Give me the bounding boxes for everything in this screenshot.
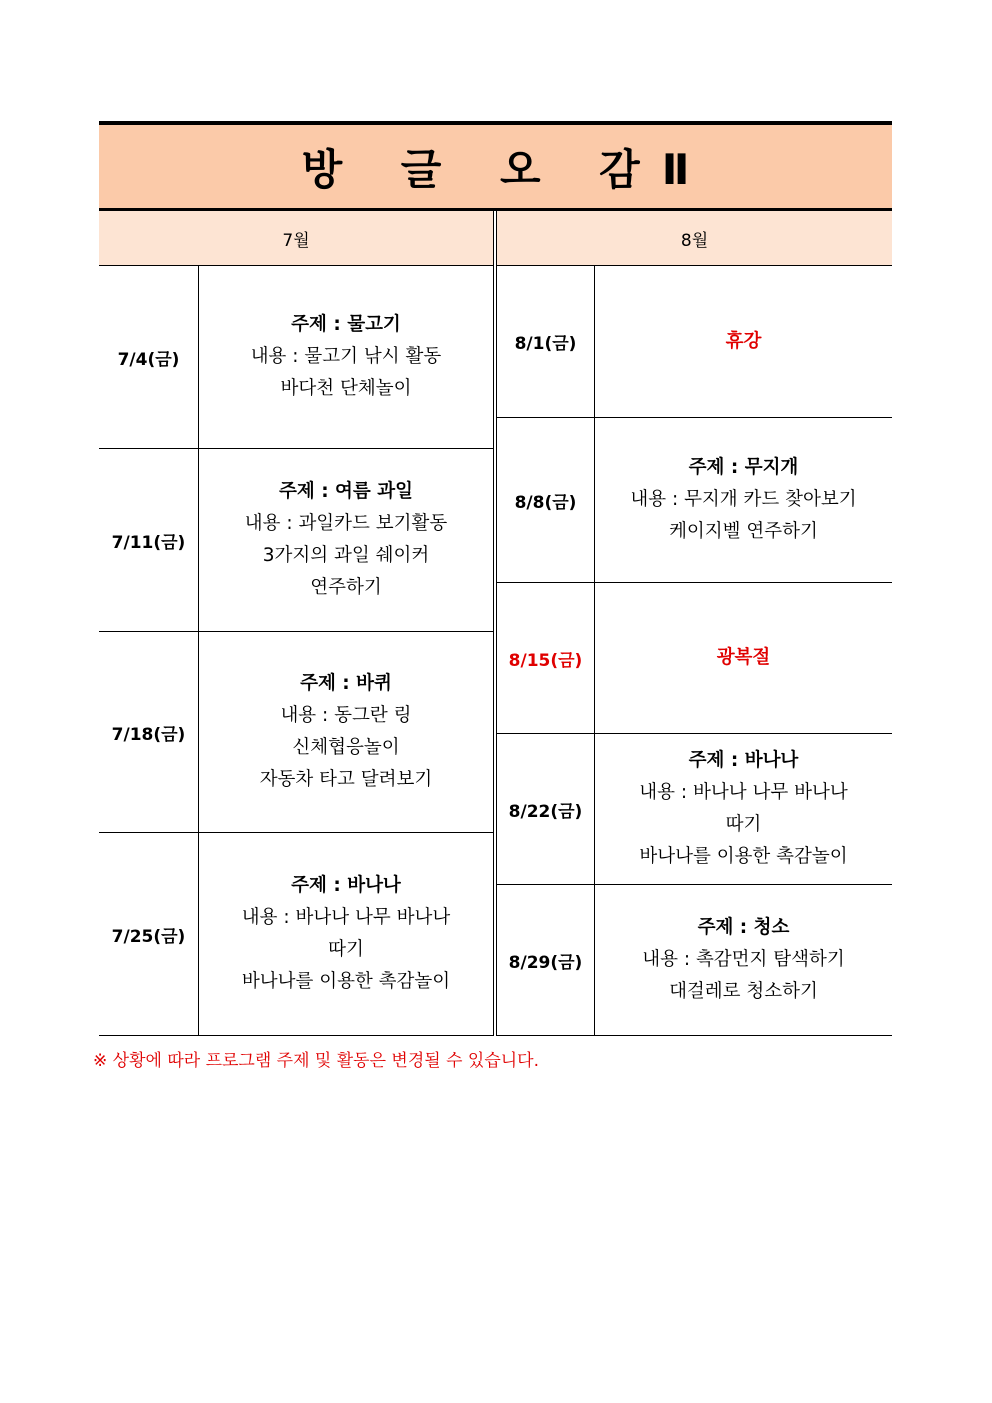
date-cell: 7/11(금) [99, 449, 199, 632]
date-cell: 7/18(금) [99, 632, 199, 833]
activity-cell [595, 583, 892, 734]
content-line: 케이지벨 연주하기 [669, 521, 818, 542]
activity-cell [199, 632, 493, 833]
holiday-label: 광복절 [716, 647, 771, 668]
activity-cell [199, 266, 493, 449]
date-cell: 7/4(금) [99, 266, 199, 449]
content-line: 대걸레로 청소하기 [669, 981, 818, 1002]
content-line: 따기 [328, 939, 364, 960]
topic-line: 주제 : 바퀴 [300, 673, 392, 694]
date-cell-holiday: 8/15(금) [497, 583, 595, 734]
content-line: 내용 : 동그란 링 [280, 705, 412, 726]
topic-line: 주제 : 물고기 [291, 314, 401, 335]
content-line: 따기 [725, 814, 762, 835]
content-line: 내용 : 촉감먼지 탐색하기 [642, 949, 845, 970]
date-cell: 8/22(금) [497, 734, 595, 885]
activity-cell [199, 449, 493, 632]
content-line: 바나나를 이용한 촉감놀이 [241, 971, 451, 992]
content-line: 3가지의 과일 쉐이커 [262, 545, 430, 566]
footnote: ※ 상황에 따라 프로그램 주제 및 활동은 변경될 수 있습니다. [93, 1051, 539, 1071]
activity-cell [595, 734, 892, 885]
content-line: 내용 : 물고기 낚시 활동 [250, 346, 442, 367]
content-line: 내용 : 바나나 나무 바나나 [639, 782, 848, 803]
content-line: 바다천 단체놀이 [280, 378, 412, 399]
content-line: 신체협응놀이 [292, 737, 400, 758]
content-line: 자동차 타고 달려보기 [259, 769, 433, 790]
topic-line: 주제 : 바나나 [291, 875, 401, 896]
date-cell: 8/29(금) [497, 885, 595, 1036]
month-header-july: 7월 [99, 211, 493, 266]
title-bar [99, 121, 892, 211]
date-cell: 8/8(금) [497, 418, 595, 583]
activity-cell [595, 266, 892, 418]
topic-line: 주제 : 청소 [697, 917, 790, 938]
topic-line: 주제 : 여름 과일 [279, 481, 413, 502]
content-line: 연주하기 [310, 577, 382, 598]
content-line: 내용 : 과일카드 보기활동 [244, 513, 448, 534]
holiday-label: 휴강 [725, 330, 762, 352]
activity-cell [595, 885, 892, 1036]
content-line: 바나나를 이용한 촉감놀이 [639, 846, 848, 867]
topic-line: 주제 : 무지개 [688, 457, 799, 478]
date-cell: 8/1(금) [497, 266, 595, 418]
content-line: 내용 : 무지개 카드 찾아보기 [630, 489, 857, 510]
content-line: 내용 : 바나나 나무 바나나 [241, 907, 451, 928]
activity-cell [595, 418, 892, 583]
topic-line: 주제 : 바나나 [688, 750, 799, 771]
date-cell: 7/25(금) [99, 833, 199, 1036]
month-header-august: 8월 [497, 211, 892, 266]
activity-cell [199, 833, 493, 1036]
page-title: 방 글 오 감Ⅱ [301, 144, 712, 194]
